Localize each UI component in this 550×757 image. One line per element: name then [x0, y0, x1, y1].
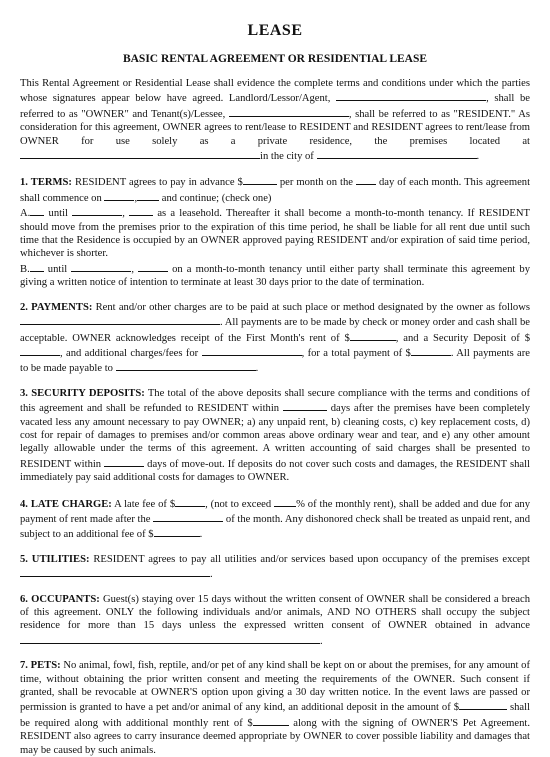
rent-day-field[interactable] — [356, 174, 376, 185]
pets-section — [20, 659, 530, 757]
utilities-section — [20, 553, 530, 582]
late-text: A late fee of $ — [111, 498, 176, 510]
dishonored-check-fee-field[interactable] — [154, 526, 200, 537]
option-a-checkbox[interactable] — [30, 205, 44, 216]
terms-text: , — [134, 192, 138, 204]
payment-method-field[interactable] — [20, 314, 220, 325]
payments-section — [20, 301, 530, 376]
first-month-rent-field[interactable] — [350, 330, 396, 341]
terms-text: , — [122, 208, 125, 220]
option-b-end-date-field[interactable] — [71, 261, 131, 272]
intro-text: , shall be referred to as "OWNER" and Tenant(s)/Lessee, — [20, 93, 531, 120]
intro-text: . — [476, 151, 480, 163]
late-charge-section — [20, 496, 530, 542]
utilities-text: RESIDENT agrees to pay all utilities and/or services based upon occupancy of the premises except — [89, 553, 531, 565]
option-b-year-field[interactable] — [138, 261, 168, 272]
terms-text: as a leasehold. Thereafter it shall become a month-to-month tenancy. If RESIDENT should move from the premises prior to the expiration of this time period, he shall be liable for all rent due until such time that the Residence is occupied by an OWNER approved paying RESIDENT and/or expiration of said time period, whichever is shorter. — [20, 208, 531, 260]
late-text: . — [199, 529, 203, 541]
payments-text: . All payments are to be made payable to — [20, 347, 530, 375]
monthly-rent-field[interactable] — [243, 174, 277, 185]
terms-text: RESIDENT agrees to pay in advance $ — [71, 177, 243, 189]
accounting-days-field[interactable] — [104, 456, 144, 467]
payable-to-field[interactable] — [116, 360, 256, 371]
security-deposits-heading: 3. SECURITY DEPOSITS: — [20, 387, 145, 399]
document-title: LEASE — [247, 22, 303, 39]
security-text: days of move-out. If deposits do not cover such costs and damages, the RESIDENT shall immediately pay said additional costs for damages to OWNER. — [20, 458, 530, 484]
payments-text: Rent and/or other charges are to be paid at such place or method designated by the owner as follows — [92, 301, 530, 313]
pets-text: along with the signing of OWNER'S Pet Agreement. RESIDENT also agrees to carry insurance deemed appropriate by OWNER to cover possible liability and damages that may be caused by such animals. — [20, 717, 531, 756]
terms-text: per month on the — [276, 177, 353, 189]
total-payment-field[interactable] — [411, 345, 451, 356]
occupants-list-field[interactable] — [20, 633, 320, 644]
terms-text: , — [131, 263, 134, 275]
terms-text: until — [44, 208, 68, 220]
pets-text: No animal, fowl, fish, reptile, and/or pet of any kind shall be kept on or about the premises, for any amount of time, without obtaining the prior written consent and meeting the requirements of the OWNER. Such consent if granted, shall be revocable at OWNER'S option upon giving a 30 day written notice. In the event laws are passed or permission is granted to have a pet and/or animal of any kind, an additional deposit in the amount of $ — [20, 660, 530, 714]
intro-text: in the city of — [260, 151, 314, 163]
city-field[interactable] — [317, 148, 477, 159]
intro-paragraph — [20, 77, 530, 163]
tenant-name-field[interactable] — [229, 106, 349, 117]
payments-heading: 2. PAYMENTS: — [20, 301, 93, 313]
late-text: , (not to exceed — [205, 498, 272, 510]
security-deposit-field[interactable] — [20, 345, 60, 356]
late-percent-field[interactable] — [274, 496, 296, 507]
security-text: The total of the above deposits shall secure compliance with the terms and conditions of this agreement and shall be refunded to RESIDENT within — [20, 387, 530, 415]
commence-date-field[interactable] — [104, 190, 134, 201]
pet-rent-field[interactable] — [253, 715, 289, 726]
terms-text: day of each month. This agreement shall commence on — [20, 177, 531, 204]
option-b-checkbox[interactable] — [30, 261, 44, 272]
terms-heading: 1. TERMS: — [20, 177, 72, 189]
additional-charges-field[interactable] — [202, 345, 302, 356]
payments-text: , and additional charges/fees for — [60, 347, 199, 359]
option-a-year-field[interactable] — [129, 205, 153, 216]
payments-text: . — [255, 363, 259, 375]
occupants-heading: 6. OCCUPANTS: — [20, 593, 100, 605]
payments-text: . All payments are to be made by check or money order and cash shall be acceptable. OWNER acknowledges receipt of the First Month's rent of $ — [20, 317, 530, 344]
document-subtitle: BASIC RENTAL AGREEMENT OR RESIDENTIAL LEASE — [122, 53, 428, 65]
pet-deposit-field[interactable] — [459, 699, 507, 710]
landlord-name-field[interactable] — [336, 90, 486, 101]
intro-text: , shall be referred to as "RESIDENT." As consideration for this agreement, OWNER agrees to rent/lease to RESIDENT and RESIDENT agrees to rent/lease from OWNER for use solely as a private residence, the premises located at — [20, 108, 530, 147]
occupants-section — [20, 593, 530, 649]
intro-text: This Rental Agreement or Residential Lease shall evidence the complete terms and conditions under which the parties whose signatures appear below have agreed. Landlord/Lessor/Agent, — [20, 78, 530, 105]
late-day-field[interactable] — [153, 511, 223, 522]
terms-text: until — [43, 263, 68, 275]
terms-text: on a month-to-month tenancy until either party shall terminate this agreement by giving a written notice of intention to terminate at least 30 days prior to the date of termination. — [20, 263, 530, 289]
occupants-text: Guest(s) staying over 15 days without the written consent of OWNER shall be considered a breach of this agreement. ONLY the following individuals and/or animals, AND NO OTHERS shall occupy the subject residence for more than 15 days unless the expressed written consent of OWNER obtained in advance — [20, 593, 530, 632]
terms-section — [20, 174, 530, 289]
security-text: days after the premises have been completely vacated less any amount necessary to pay OWNER; a) any unpaid rent, b) cleaning costs, c) key replacement costs, d) cost for repair of damages to premises and/or common areas above ordinary wear and tear, and e) any other amount legally allowable under the terms of this agreement. A written accounting of said charges shall be presented to RESIDENT within — [20, 403, 530, 470]
option-a-label: A. — [20, 208, 31, 220]
late-text: of the month. Any dishonored check shall be treated as unpaid rent, and subject to an additional fee of $ — [20, 513, 530, 541]
utilities-heading: 5. UTILITIES: — [20, 553, 90, 565]
premises-address-field[interactable] — [20, 148, 260, 159]
pets-text: shall be required along with additional monthly rent of $ — [20, 702, 530, 729]
occupants-text: . — [320, 635, 323, 647]
payments-text: , for a total payment of $ — [301, 347, 411, 359]
pets-heading: 7. PETS: — [20, 660, 61, 672]
payments-text: , and a Security Deposit of $ — [395, 332, 531, 344]
commence-year-field[interactable] — [137, 190, 159, 201]
option-b-label: B. — [20, 263, 30, 275]
late-text: % of the monthly rent), shall be added and due for any payment of rent made after the — [20, 498, 530, 525]
late-charge-heading: 4. LATE CHARGE: — [20, 498, 112, 510]
option-a-end-date-field[interactable] — [72, 205, 122, 216]
security-deposits-section — [20, 387, 530, 485]
terms-text: and continue; (check one) — [159, 192, 272, 204]
refund-days-field[interactable] — [283, 400, 327, 411]
utilities-text: . — [210, 569, 213, 581]
late-fee-field[interactable] — [175, 496, 205, 507]
utilities-except-field[interactable] — [20, 566, 210, 577]
